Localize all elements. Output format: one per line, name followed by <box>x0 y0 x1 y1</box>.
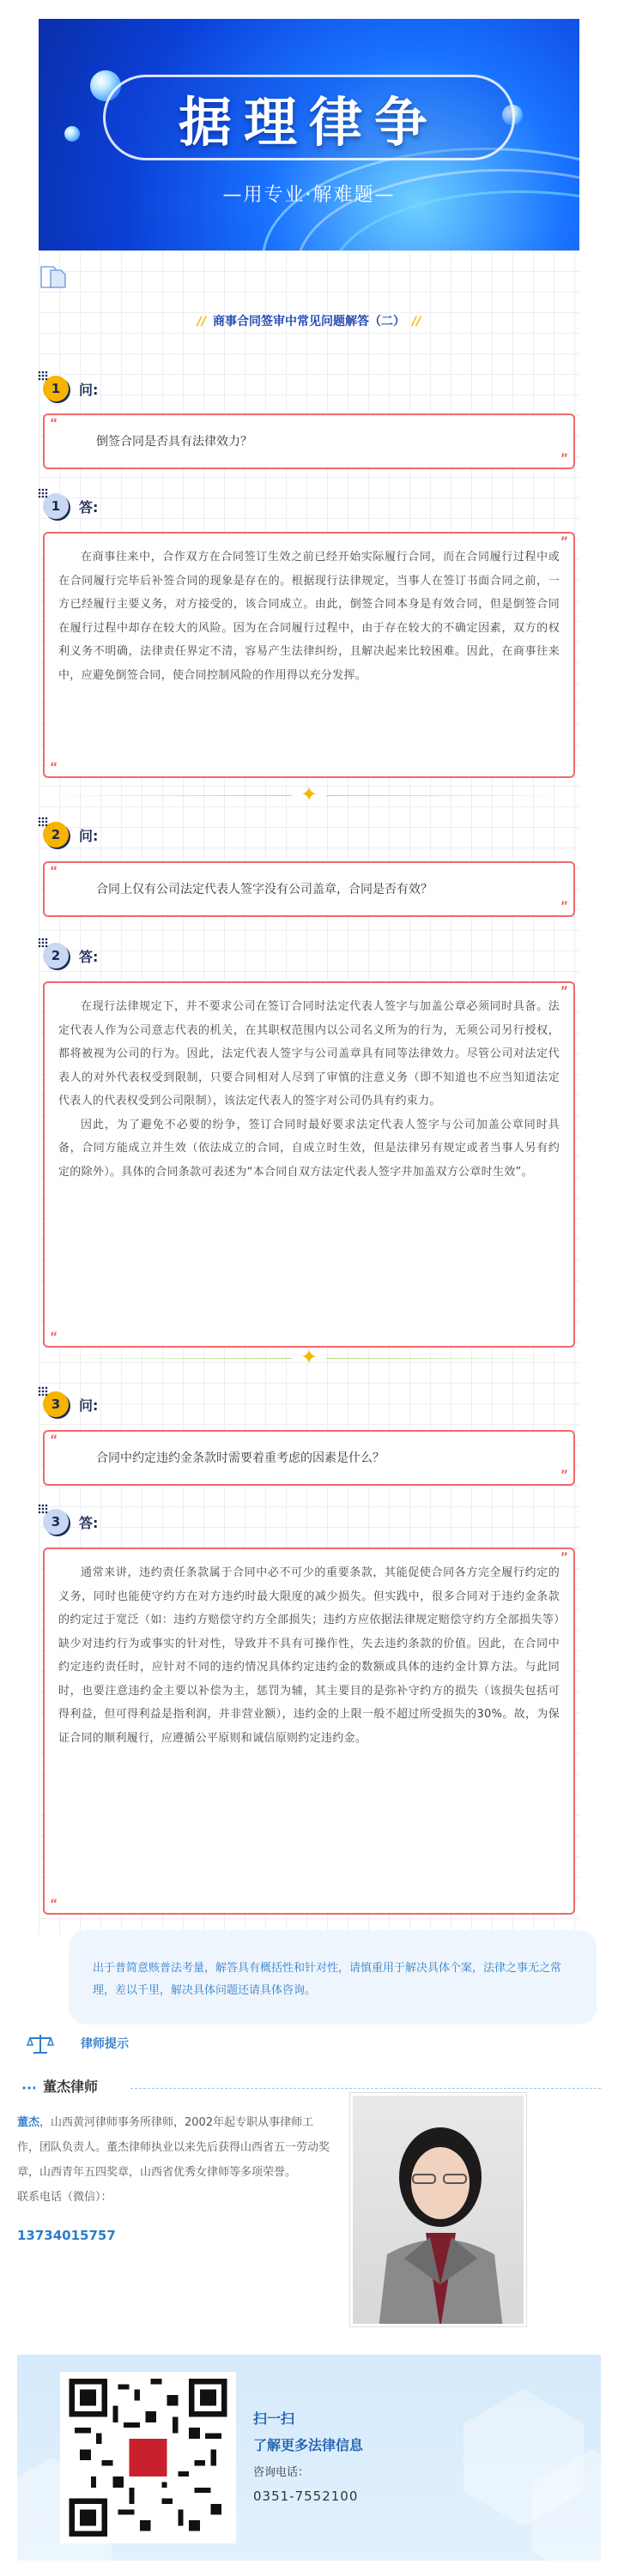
answer-header <box>43 1509 98 1535</box>
document-icon <box>39 264 68 290</box>
answer-box <box>43 532 575 778</box>
decor-orb <box>64 126 80 142</box>
quote-mark-icon: “ <box>50 865 58 878</box>
quote-mark-icon: “ <box>50 417 58 431</box>
answer-label: 答: <box>79 948 99 965</box>
question-label: 问: <box>79 381 99 398</box>
question-text: 合同上仅有公司法定代表人签字没有公司盖章，合同是否有效？ <box>96 882 433 896</box>
lawyer-bio <box>17 2110 335 2210</box>
answer-text: 在商事往来中，合作双方在合同签订生效之前已经开始实际履行合同，而在合同履行过程中或在合同履行完毕后补签合同的现象是存在的。根据现行法律规定，当事人在签订书面合同之前，一方已经履行主要义务，对方接受的，该合同成立。由此，倒签合同本身是有效合同，但是倒签合同在履行过程中却存在较大的风险。因为在合同履行过程中，由于存在较大的不确定因素，双方的权利义务不明确，法律责任界定不清，容易产生法律纠纷，且解决起来比较困难。因此，在商事往来中，应避免倒签合同，使合同控制风险的作用得以充分发挥。 <box>58 551 560 682</box>
contact-footer <box>17 2355 601 2561</box>
answer-header <box>43 493 98 519</box>
bio-text: ，山西黄河律师事务所律师，2002年起专职从事律师工作，团队负责人。董杰律师执业以来先后获得山西省五一劳动奖章，山西青年五四奖章，山西省优秀女律师等多项荣誉。 <box>17 2116 330 2179</box>
disclaimer-notice: 出于普简意赅普法考量，解答具有概括性和针对性，请慎重用于解决具体个案，法律之事无之常理，差以千里，解决具体问题还请具体咨询。 <box>69 1930 597 2024</box>
section-divider <box>43 782 575 806</box>
question-header <box>43 376 98 401</box>
contact-label: 联系电话（微信）： <box>17 2191 112 2204</box>
question-label: 问: <box>79 1397 99 1414</box>
dashed-divider <box>130 2088 601 2089</box>
question-box <box>43 861 575 917</box>
lawyer-photo <box>350 2093 526 2326</box>
answer-box <box>43 981 575 1348</box>
article-body <box>39 250 579 1934</box>
question-number-badge: 3 <box>43 1391 69 1417</box>
quote-mark-icon: ” <box>560 900 568 914</box>
tel-number[interactable]: 0351-7552100 <box>253 2489 359 2504</box>
banner-title-frame <box>103 75 515 160</box>
section-divider <box>43 1345 575 1369</box>
answer-label: 答: <box>79 498 99 516</box>
answer-header <box>43 943 98 968</box>
banner-subtitle: —用专业·解难题— <box>222 184 396 206</box>
star-icon: ✦ <box>300 1345 318 1369</box>
quote-mark-icon: ” <box>560 452 568 466</box>
answer-number-badge: 1 <box>43 493 69 519</box>
quote-mark-icon: ” <box>560 535 568 549</box>
lawyer-phone[interactable]: 13734015757 <box>17 2228 116 2243</box>
banner-title: 据理律争 <box>178 90 439 154</box>
qr-code[interactable] <box>60 2372 236 2543</box>
quote-mark-icon: “ <box>50 1897 58 1911</box>
quote-mark-icon: “ <box>50 1330 58 1344</box>
question-text: 倒签合同是否具有法律效力？ <box>96 434 252 449</box>
quote-mark-icon: ” <box>560 1551 568 1565</box>
answer-text: 在现行法律规定下，并不要求公司在签订合同时法定代表人签字与加盖公章必须同时具备。法定代表人作为公司意志代表的机关，在其职权范围内以公司名义所为的行为，无须公司另行授权，都将被视为公司的行为。因此，法定代表人签字与公司盖章具有同等法律效力。尽管公司对法定代表人的对外代表权受到限制，只要合同相对人尽到了审慎的注意义务（即不知道也不应当知道法定代表人的代表权受到公司限制），该法定代表人的签字对公司仍具有约束力。 因此，为了避免不必要的纷争，签订合同时最好要求法定代表人签字与公司加盖公章同时具备，合同方能成立并生效（依法成立的合同，自成立时生效，但是法律另有规定或者当事人另有约定的除外）。具体的合同条款可表述为“本合同自双方法定代表人签字并加盖双方公章时生效”。 <box>58 1000 560 1179</box>
scales-icon <box>26 2031 55 2055</box>
scan-label: 扫一扫 <box>253 2410 295 2427</box>
answer-text: 通常来讲，违约责任条款属于合同中必不可少的重要条款，其能促使合同各方完全履行约定的义务，同时也能使守约方在对方违约时最大限度的减少损失。但实践中，很多合同对于违约金条款的约定过于宽泛（如：违约方赔偿守约方全部损失；违约方应依据法律规定赔偿守约方全部损失等）缺少对违约行为或事实的针对性，导致并不具有可操作性，失去违约条款的价值。因此，在合同中约定违约责任时，应针对不同的违约情况具体约定违约金的数额或具体的违约金计算方法。与此同时，也要注意违约金主要以补偿为主，惩罚为辅，其主要目的是弥补守约方的损失（该损失包括可得利益，但可得利益是指利润，并非营业额），违约金的上限一般不超过所受损失的30%。故，为保证合同的顺利履行，应遵循公平原则和诚信原则约定违约金。 <box>58 1566 560 1745</box>
quote-mark-icon: ” <box>560 1469 568 1482</box>
lawyer-name: 董杰律师 <box>43 2078 99 2095</box>
header-banner <box>39 19 579 250</box>
bio-name: 董杰 <box>17 2116 40 2129</box>
quote-mark-icon: “ <box>50 761 58 775</box>
tips-label: 律师提示 <box>81 2037 129 2051</box>
question-header <box>43 1391 98 1417</box>
question-header <box>43 822 98 848</box>
answer-number-badge: 3 <box>43 1509 69 1535</box>
dots-decor <box>21 2085 35 2090</box>
tel-label: 咨询电话： <box>253 2466 310 2479</box>
question-number-badge: 1 <box>43 376 69 401</box>
article-subtitle: // 商事合同签审中常见问题解答（二） // <box>197 315 421 329</box>
answer-label: 答: <box>79 1514 99 1531</box>
question-text: 合同中约定违约金条款时需要着重考虑的因素是什么？ <box>96 1451 385 1465</box>
lawyer-tips <box>26 2031 129 2055</box>
quote-mark-icon: “ <box>50 1433 58 1447</box>
question-number-badge: 2 <box>43 822 69 848</box>
star-icon: ✦ <box>300 782 318 806</box>
answer-box <box>43 1547 575 1915</box>
answer-number-badge: 2 <box>43 943 69 968</box>
learn-more-label: 了解更多法律信息 <box>253 2437 364 2453</box>
question-label: 问: <box>79 827 99 844</box>
question-box <box>43 1430 575 1486</box>
question-box <box>43 413 575 469</box>
quote-mark-icon: ” <box>560 985 568 998</box>
